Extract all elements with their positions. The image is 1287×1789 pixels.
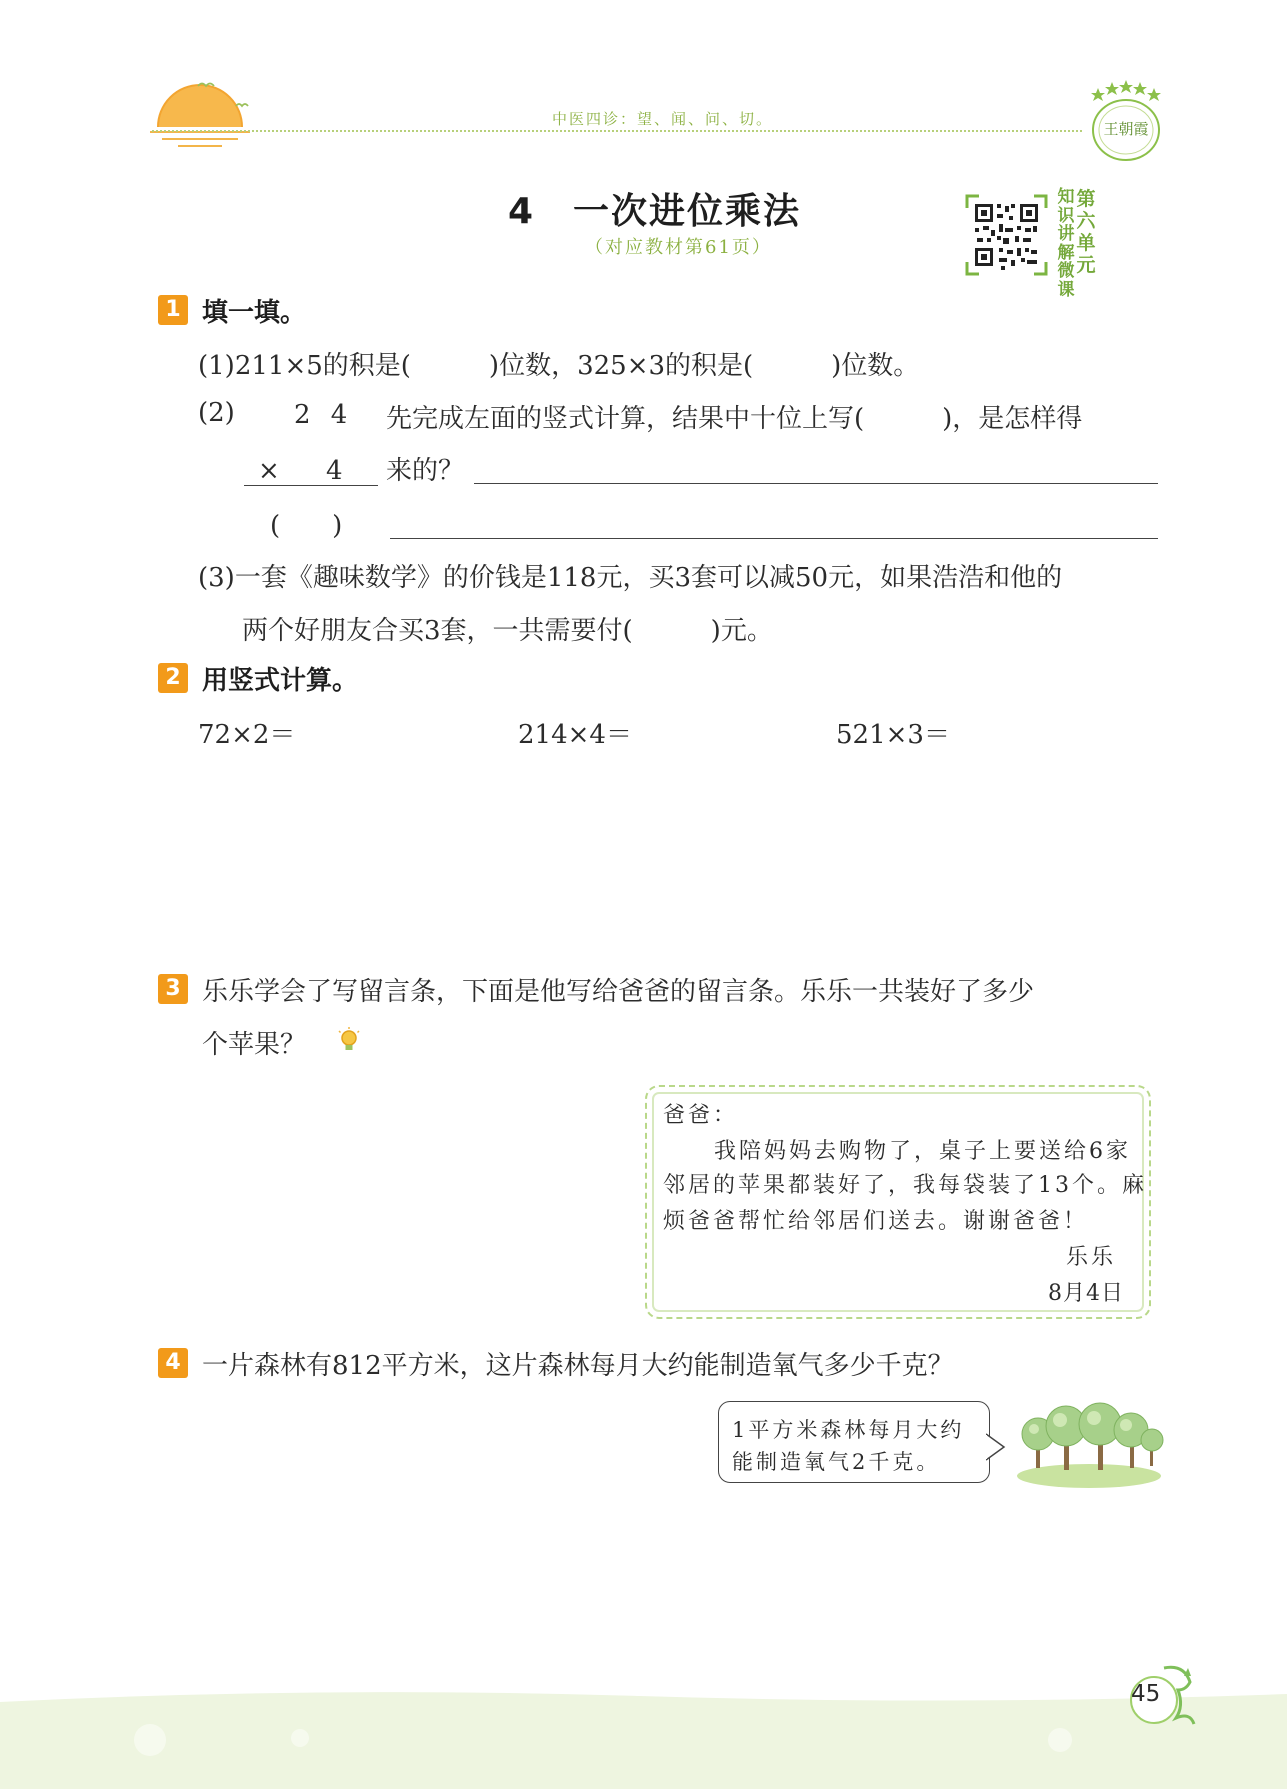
question-1-part-2-label: (2) (198, 398, 235, 428)
question-number: 1 (158, 295, 188, 325)
vertical-calc-top: 2 4 (294, 400, 354, 430)
note-date: 8月4日 (1048, 1281, 1124, 1306)
note-signer: 乐乐 (1066, 1245, 1117, 1270)
question-4-text: 一片森林有812平方米，这片森林每月大约能制造氧气多少千克？ (202, 1351, 954, 1381)
publisher-badge-icon (1088, 78, 1164, 166)
forest-icon (1014, 1400, 1164, 1490)
lesson-title: 4 一次进位乘法 (508, 191, 802, 232)
calc-problem: 214×4＝ (518, 720, 632, 750)
page-number: 45 (1131, 1681, 1161, 1707)
question-title: 填一填。 (202, 298, 307, 328)
hint-line: 能制造氧气2千克。 (732, 1450, 941, 1474)
svg-text:王朝霞: 王朝霞 (1103, 120, 1149, 138)
textbook-reference: （对应教材第61页） (585, 237, 772, 258)
question-3-text: 乐乐学会了写留言条，下面是他写给爸爸的留言条。乐乐一共装好了多少 (202, 977, 1035, 1007)
note-line: 我陪妈妈去购物了，桌子上要送给6家 (714, 1139, 1131, 1164)
question-1-part-2-text-cont: 来的？ (386, 456, 465, 486)
question-1-part-3-cont: 两个好朋友合买3套，一共需要付( )元。 (242, 616, 773, 646)
note-greeting: 爸爸： (663, 1103, 739, 1128)
footer-background (0, 1680, 1287, 1789)
question-number: 2 (158, 663, 188, 693)
question-number: 3 (158, 974, 188, 1004)
answer-line[interactable] (390, 538, 1158, 539)
question-3-text-cont: 个苹果？ (202, 1030, 307, 1060)
vertical-calc-multiplier: × 4 (258, 456, 347, 486)
question-1-part-2-text: 先完成左面的竖式计算，结果中十位上写( )，是怎样得 (386, 404, 1083, 434)
calc-problem: 521×3＝ (836, 720, 950, 750)
calc-problem: 72×2＝ (198, 720, 296, 750)
vertical-calc-answer-blank[interactable]: ( ) (270, 511, 343, 541)
bubble-tail (986, 1432, 1008, 1462)
answer-line[interactable] (474, 483, 1158, 484)
question-1-part-3: (3)一套《趣味数学》的价钱是118元，买3套可以减50元，如果浩浩和他的 (198, 563, 1063, 593)
unit-number-label: 第 六 单 元 (1076, 188, 1096, 276)
question-number: 4 (158, 1348, 188, 1378)
note-line: 烦爸爸帮忙给邻居们送去。谢谢爸爸！ (663, 1209, 1089, 1234)
lightbulb-hint-icon[interactable] (336, 1027, 362, 1055)
vertical-calc-bar (244, 485, 378, 486)
note-line: 邻居的苹果都装好了，我每袋装了13个。麻 (663, 1173, 1147, 1198)
question-1-part-1: (1)211×5的积是( )位数，325×3的积是( )位数。 (198, 351, 920, 381)
sunset-logo-icon (150, 72, 260, 162)
qr-code-icon[interactable] (965, 194, 1048, 276)
header-motto: 中医四诊：望、闻、问、切。 (552, 110, 774, 128)
header-divider (152, 130, 1082, 132)
hint-line: 1平方米森林每月大约 (732, 1418, 965, 1442)
question-title: 用竖式计算。 (202, 666, 359, 696)
unit-label: 知 识 讲 解 微 课 (1057, 187, 1075, 300)
